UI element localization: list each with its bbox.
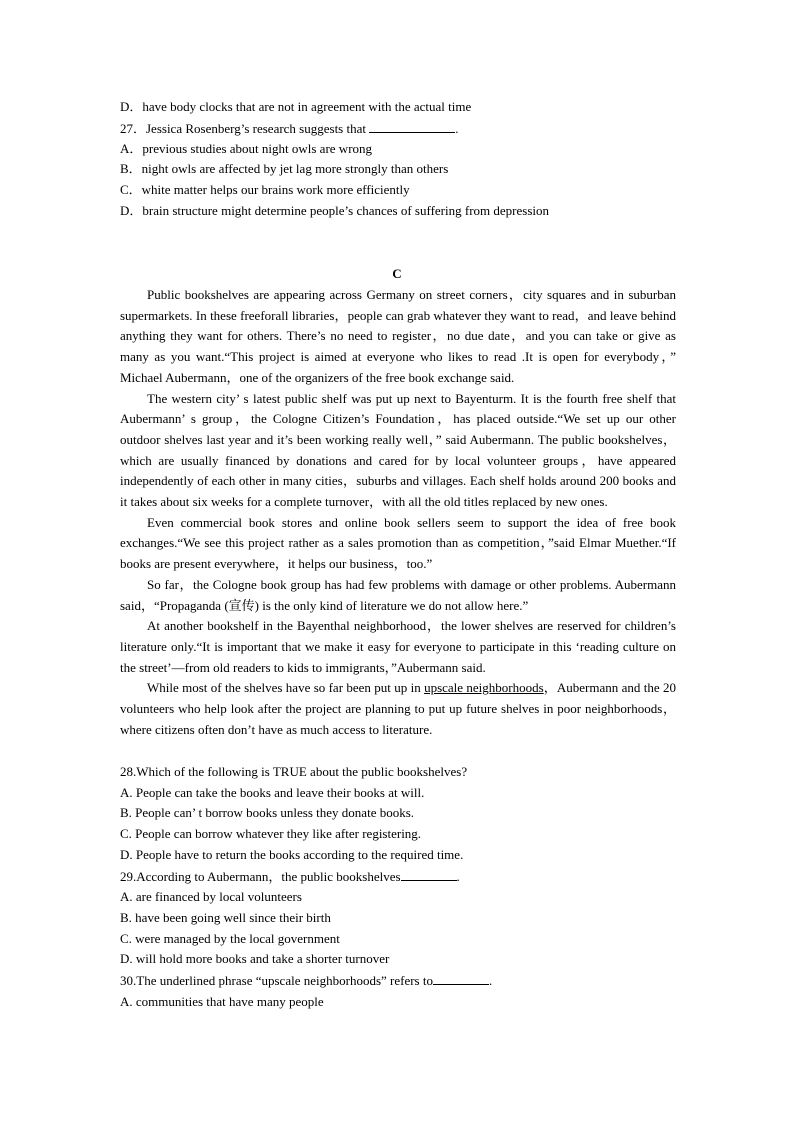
q27-stem [120, 118, 459, 139]
q28-option-a: A. People can take the books and leave their books at will. [120, 784, 425, 800]
q27-stem-text: 27．Jessica Rosenberg’s research suggests that [120, 121, 366, 136]
passage-paragraph-4: So far，the Cologne book group has had few problems with damage or other problems. Aubermann said，“Propaganda (宣传) is the only kind of literature we do not allow here.” [120, 576, 676, 613]
passage-paragraph-2: The western city’ s latest public shelf was put up next to Bayenturm. It is the fourth free shelf that Aubermann’ s group，the Cologne Citizen’s Foundation，has placed outside.“We set up our other outdoor shelves last year and it’s been working really well，” said Aubermann. The public bookshelves，which are usually financed by donations and cared for by local volunteer groups，have appeared independently of each other in many cities，suburbs and villages. Each shelf holds around 200 books and it takes about six weeks for a complete turnover，with all the old titles replaced by new ones. [120, 390, 676, 510]
reading-passage [120, 285, 676, 740]
q29-stem [120, 866, 492, 888]
q29-option-d: D. will hold more books and take a shorter turnover [120, 951, 390, 967]
passage-paragraph-3: Even commercial book stores and online book sellers seem to support the idea of free book exchanges.“We see this project rather as a sales promotion than as competition，”said Elmar Muether.“If books are present everywhere，it helps our business，too.” [120, 514, 676, 572]
underlined-phrase: upscale neighborhoods [424, 680, 544, 696]
passage-paragraph-1: Public bookshelves are appearing across Germany on street corners，city squares and in suburban supermarkets. In these freeforall libraries，people can grab whatever they want to read，and leave behind anything they want for others. There’s no need to register，no due date，and you can take or give as many as you want.“This project is aimed at everyone who likes to read .It is open for everybody，” Michael Aubermann，one of the organizers of the free book exchange said. [120, 287, 676, 385]
q29-option-c: C. were managed by the local government [120, 930, 340, 946]
p6-text-before: While most of the shelves have so far been put up in [147, 680, 425, 696]
q29-option-a: A. are financed by local volunteers [120, 889, 302, 905]
q29-stem-text: 29.According to Aubermann，the public bookshelves [120, 868, 401, 884]
q28-option-d: D. People have to return the books according to the required time. [120, 846, 464, 862]
answer-blank [369, 118, 455, 133]
p6-text-after: ，Aubermann and the 20 volunteers who help look after the project are planning to put up future shelves in poor neighborhoods，where citizens often don’t have as much access to literature. [120, 680, 676, 737]
q28-option-c: C. People can borrow whatever they like after registering. [120, 826, 422, 842]
passage-paragraph-6 [120, 678, 676, 740]
q30-option-a: A. communities that have many people [120, 993, 324, 1009]
q27-option-a: A．previous studies about night owls are wrong [120, 141, 373, 156]
q27-option-d: D．brain structure might determine people’s chances of suffering from depression [120, 203, 549, 218]
question-block [120, 762, 492, 1012]
q26-option-d: D．have body clocks that are not in agreement with the actual time [120, 99, 472, 114]
q27-option-b: B．night owls are affected by jet lag more strongly than others [120, 161, 449, 176]
answer-blank [433, 970, 489, 985]
q30-stem [120, 970, 492, 992]
q27-option-c: C．white matter helps our brains work more efficiently [120, 182, 410, 197]
q28-stem: 28.Which of the following is TRUE about the public bookshelves? [120, 764, 468, 779]
answer-blank [401, 866, 457, 881]
q28-option-b: B. People can’ t borrow books unless they donate books. [120, 805, 415, 821]
q29-stem-end: . [456, 868, 460, 884]
passage-paragraph-5: At another bookshelf in the Bayenthal neighborhood，the lower shelves are reserved for children’s literature only.“It is important that we make it easy for everyone to participate in this ‘reading culture on the street’—from old readers to kids to immigrants，”Aubermann said. [120, 618, 676, 675]
section-title: C [392, 266, 402, 281]
q30-stem-end: . [488, 973, 493, 989]
q30-stem-text: 30.The underlined phrase “upscale neighborhoods” refers to [120, 973, 433, 989]
q27-stem-end: . [455, 121, 459, 136]
q29-option-b: B. have been going well since their birth [120, 909, 331, 925]
